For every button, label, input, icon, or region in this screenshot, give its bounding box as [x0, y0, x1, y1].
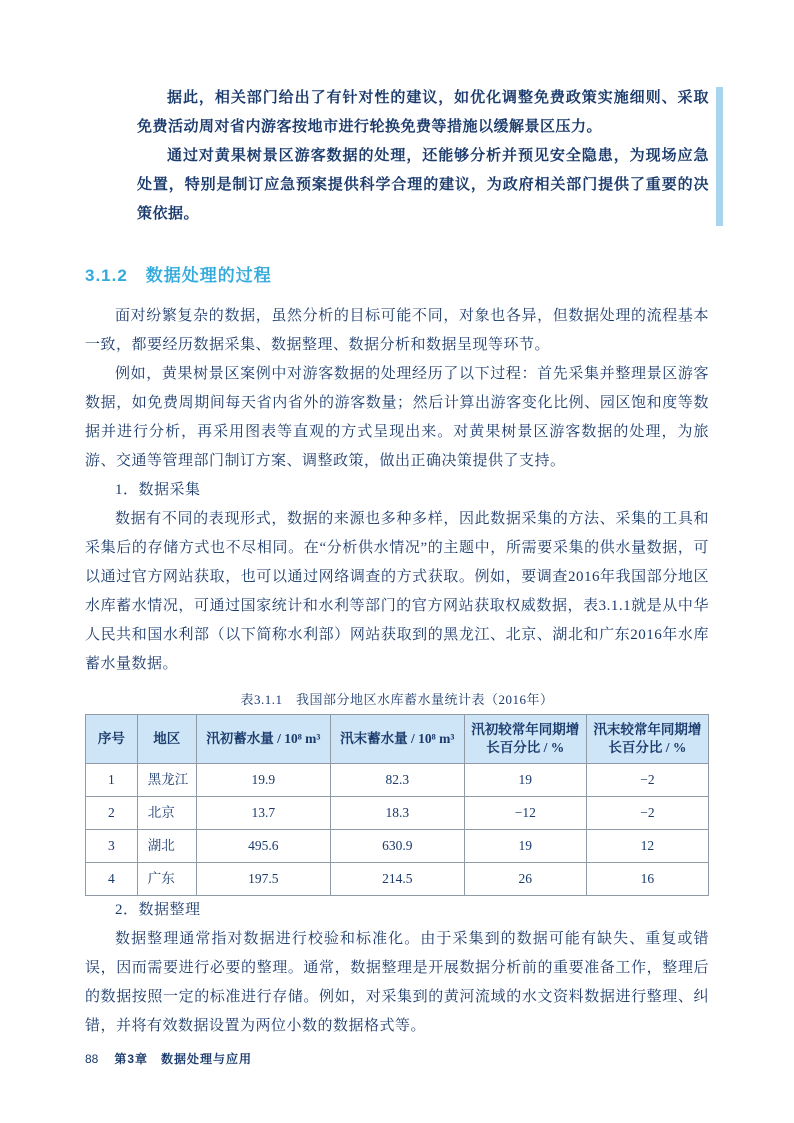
body-paragraph-1: 面对纷繁复杂的数据，虽然分析的目标可能不同，对象也各异，但数据处理的流程基本一致，都要经历数据采集、数据整理、数据分析和数据呈现等环节。 [85, 308, 709, 353]
table-cell: 19 [464, 764, 586, 797]
footer-chapter-title: 第3章 数据处理与应用 [114, 1052, 253, 1066]
table-cell: 18.3 [330, 797, 464, 830]
table-cell: −2 [586, 764, 708, 797]
body-paragraph-3: 数据有不同的表现形式，数据的来源也多种多样，因此数据采集的方法、采集的工具和采集后的存储方式也不尽相同。在“分析供水情况”的主题中，所需要采集的供水量数据，可以通过官方网站获取，也可以通过网络调查的方式获取。例如，要调查2016年我国部分地区水库蓄水情况，可通过国家统计和水利等部门的官方网站获取权威数据，表3.1.1就是从中华人民共和国水利部（以下简称水利部）网站获取到的黑龙江、北京、湖北和广东2016年水库蓄水量数据。 [85, 511, 709, 672]
table-cell: 2 [86, 797, 138, 830]
table-cell: 1 [86, 764, 138, 797]
table-cell: 12 [586, 830, 708, 863]
table-cell: 湖北 [137, 830, 196, 863]
page-content [85, 84, 709, 1041]
table-cell: −12 [464, 797, 586, 830]
body-paragraph-2: 例如，黄果树景区案例中对游客数据的处理经历了以下过程：首先采集并整理景区游客数据，如免费周期间每天省内省外的游客数量；然后计算出游客变化比例、园区饱和度等数据并进行分析，再采用图表等直观的方式呈现出来。对黄果树景区游客数据的处理，为旅游、交通等管理部门制订方案、调整政策，做出正确决策提供了支持。 [85, 366, 709, 469]
table-header-cell: 汛末较常年同期增长百分比 / % [586, 715, 708, 764]
table-row [86, 863, 709, 896]
quote-accent-bar [716, 87, 723, 226]
table-header-cell: 序号 [86, 715, 138, 764]
table-cell: 3 [86, 830, 138, 863]
table-cell: 19 [464, 830, 586, 863]
table-cell: 630.9 [330, 830, 464, 863]
table-header-cell: 汛末蓄水量 / 10⁸ m³ [330, 715, 464, 764]
table-header-cell: 地区 [137, 715, 196, 764]
table-cell: 黑龙江 [137, 764, 196, 797]
table-cell: 13.7 [196, 797, 330, 830]
page-footer [85, 1050, 252, 1067]
table-cell: 广东 [137, 863, 196, 896]
table-cell: 26 [464, 863, 586, 896]
table-cell: 214.5 [330, 863, 464, 896]
table-header-cell: 汛初蓄水量 / 10⁸ m³ [196, 715, 330, 764]
table-cell: −2 [586, 797, 708, 830]
table-cell: 北京 [137, 797, 196, 830]
list-title-data-cleaning: 2．数据整理 [115, 902, 201, 918]
section-heading: 3.1.2 数据处理的过程 [85, 266, 272, 285]
footer-page-number: 88 [85, 1052, 99, 1066]
reservoir-data-table [85, 714, 709, 896]
table-cell: 82.3 [330, 764, 464, 797]
quote-paragraph-1: 据此，相关部门给出了有针对性的建议，如优化调整免费政策实施细则、采取免费活动周对省内游客按地市进行轮换免费等措施以缓解景区压力。 [137, 90, 709, 135]
table-row [86, 797, 709, 830]
table-row [86, 764, 709, 797]
table-cell: 19.9 [196, 764, 330, 797]
table-cell: 197.5 [196, 863, 330, 896]
table-row [86, 830, 709, 863]
intro-quote-block [137, 84, 709, 229]
list-title-data-collection: 1．数据采集 [115, 482, 201, 498]
table-cell: 4 [86, 863, 138, 896]
quote-paragraph-2: 通过对黄果树景区游客数据的处理，还能够分析并预见安全隐患，为现场应急处置，特别是制订应急预案提供科学合理的建议，为政府相关部门提供了重要的决策依据。 [137, 148, 709, 222]
table-header-row [86, 715, 709, 764]
body-paragraph-4: 数据整理通常指对数据进行校验和标准化。由于采集到的数据可能有缺失、重复或错误，因而需要进行必要的整理。通常，数据整理是开展数据分析前的重要准备工作，整理后的数据按照一定的标准进行存储。例如，对采集到的黄河流域的水文资料数据进行整理、纠错，并将有效数据设置为两位小数的数据格式等。 [85, 931, 709, 1034]
table-cell: 495.6 [196, 830, 330, 863]
table-caption: 表3.1.1 我国部分地区水库蓄水量统计表（2016年） [240, 692, 554, 707]
table-cell: 16 [586, 863, 708, 896]
table-header-cell: 汛初较常年同期增长百分比 / % [464, 715, 586, 764]
